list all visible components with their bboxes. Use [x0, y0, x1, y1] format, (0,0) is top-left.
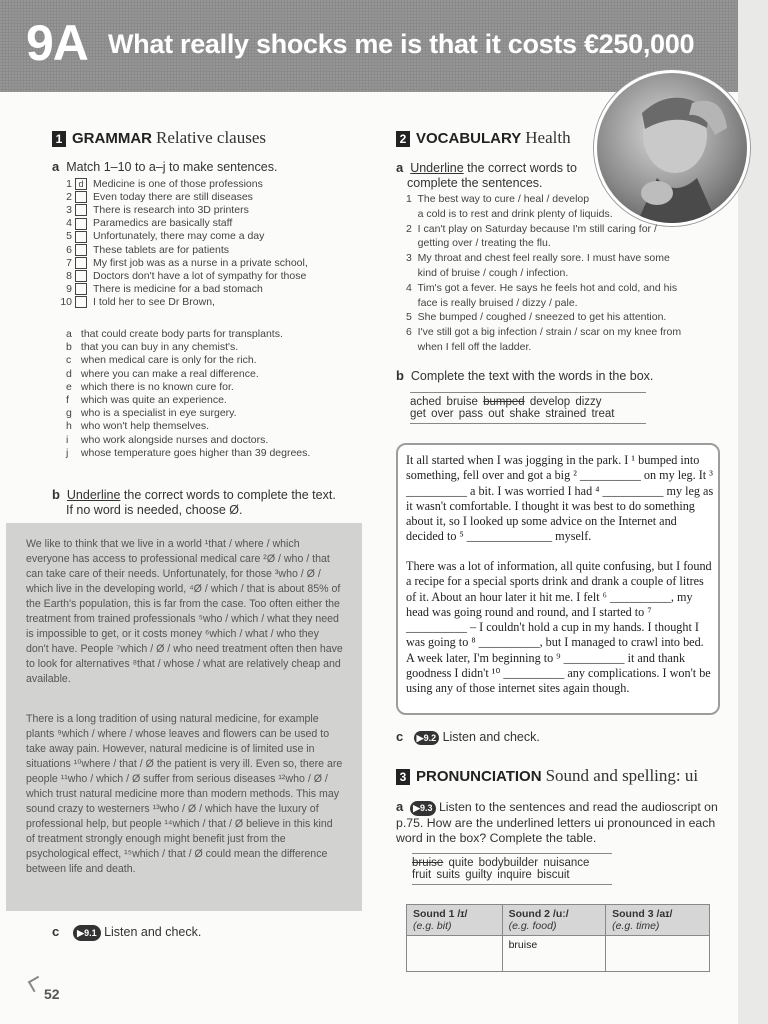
- instruction-text: Listen to the sentences and read the audioscript on p.75. How are the underlined letters ui pronounced in each word in the box? Complete the table.: [396, 800, 718, 845]
- ending-letter: e: [66, 380, 72, 393]
- instruction-keyword: Underline: [410, 161, 464, 175]
- answer-box[interactable]: [75, 270, 87, 282]
- table-header: [407, 905, 503, 936]
- section-number: 2: [396, 131, 410, 147]
- audio-track: 9.2: [423, 733, 437, 743]
- word-row: [410, 408, 646, 420]
- matching-item: [58, 270, 306, 283]
- answer-box[interactable]: [75, 231, 87, 243]
- ending-letter: f: [66, 394, 69, 406]
- answer-box[interactable]: [75, 244, 87, 256]
- ending-text: whose temperature goes higher than 39 degrees.: [78, 446, 311, 459]
- item-text: There is medicine for a bad stomach: [93, 282, 263, 295]
- vocabulary-line: when I fell off the ladder.: [406, 341, 532, 353]
- text-paragraph-1: We like to think that we live in a world ¹that / where / which everyone has access to professional medical care ²Ø / who / that can take care of their needs. Unfortunately, for those ³who / Ø / which live in the developing world, ⁴Ø / which / that is about 85% of the Earth's population, this is far from the case. Too often either the treatment from trained professionals ⁵who / which / what they need is impossible to get, or it costs money ⁶which / what / who they don't have. People ⁷which / Ø / who need treatment often then have to look for alternatives ⁸that / whose / what are relatively cheap and available.: [26, 538, 343, 685]
- matching-item: [58, 244, 229, 257]
- ending-letter: i: [66, 433, 69, 446]
- exercise-label: a: [52, 159, 60, 174]
- answer-box[interactable]: [75, 257, 87, 269]
- answer-box[interactable]: d: [75, 178, 87, 190]
- word-row: [412, 869, 612, 881]
- section-number: 1: [52, 131, 66, 147]
- ending-letter: j: [66, 446, 69, 459]
- matching-ending: [66, 420, 209, 433]
- item-text: My first job was as a nurse in a private school,: [93, 256, 308, 269]
- ending-letter: a: [66, 328, 72, 340]
- box-word: bruise: [446, 396, 478, 408]
- item-number: 10: [60, 295, 72, 308]
- page-number: 52: [44, 986, 60, 1002]
- box-word: bumped: [483, 396, 525, 408]
- ending-text: that could create body parts for transplants.: [78, 328, 283, 340]
- audio-icon[interactable]: ▶9.1: [73, 925, 100, 941]
- matching-ending: [66, 341, 238, 354]
- box-word: inquire: [497, 869, 532, 881]
- exercise-label: a: [396, 799, 404, 814]
- item-number: 4: [66, 217, 72, 230]
- ending-text: when medical care is only for the rich.: [78, 354, 257, 367]
- matching-ending: [66, 328, 283, 341]
- box-word: strained: [545, 408, 587, 420]
- item-text: Doctors don't have a lot of sympathy for those: [93, 269, 307, 282]
- vocabulary-word-box: [410, 392, 646, 424]
- vocabulary-line: 4 Tim's got a fever. He says he feels hot and cold, and his: [406, 281, 678, 294]
- matching-item: [58, 257, 308, 270]
- grammar-a-instruction: [52, 160, 277, 174]
- instruction-text: If no word is needed, choose Ø.: [66, 503, 243, 517]
- pronunciation-heading: [396, 766, 698, 786]
- item-text: Paramedics are basically staff: [93, 217, 233, 230]
- matching-item: [58, 217, 232, 230]
- item-number: 6: [66, 243, 72, 256]
- ending-text: who won't help themselves.: [78, 420, 209, 433]
- matching-item: [58, 296, 215, 309]
- ending-letter: b: [66, 341, 72, 354]
- item-text: Unfortunately, there may come a day: [93, 230, 265, 243]
- box-word: bodybuilder: [478, 857, 539, 869]
- instruction-text: Listen and check.: [104, 925, 202, 939]
- item-text: Even today there are still diseases: [93, 191, 253, 204]
- section-title: GRAMMAR: [72, 130, 152, 147]
- box-word: suits: [436, 869, 461, 881]
- pronunciation-a-instruction: [396, 799, 718, 846]
- vocabulary-line: 5 She bumped / coughed / sneezed to get his attention.: [406, 311, 667, 324]
- unit-title: What really shocks me is that it costs €250,000: [108, 29, 695, 59]
- instruction-text: the correct words to: [463, 161, 577, 175]
- ending-letter: d: [66, 367, 72, 380]
- section-subtitle: Health: [525, 128, 571, 147]
- unit-code: 9A: [26, 15, 88, 71]
- item-number: 7: [66, 256, 72, 269]
- matching-item: [58, 204, 249, 217]
- vocabulary-c-listen: [396, 730, 540, 745]
- vocabulary-line: 6 I've still got a big infection / strain / scar on my knee from: [406, 326, 682, 339]
- matching-item: [58, 230, 264, 243]
- header-example: (e.g. bit): [413, 920, 452, 932]
- vocabulary-line: face is really bruised / dizzy / pale.: [406, 296, 578, 309]
- matching-ending: [66, 434, 268, 447]
- box-word: shake: [509, 408, 541, 420]
- vocabulary-line: a cold is to rest and drink plenty of liquids.: [406, 207, 613, 220]
- gap-fill-text-box: [6, 523, 362, 911]
- item-text: These tablets are for patients: [93, 243, 229, 256]
- instruction-text: complete the sentences.: [407, 176, 543, 190]
- header-label: Sound 3 /aɪ/: [612, 908, 673, 920]
- matching-item: [58, 178, 263, 191]
- ending-text: who work alongside nurses and doctors.: [78, 433, 269, 446]
- item-number: 3: [66, 204, 72, 217]
- box-word: bruise: [412, 857, 444, 869]
- header-example: (e.g. food): [508, 920, 557, 932]
- table-cell[interactable]: bruise: [502, 936, 606, 972]
- matching-item: [58, 191, 253, 204]
- ending-letter: c: [66, 354, 72, 367]
- ending-letter: g: [66, 407, 72, 420]
- matching-ending: [66, 381, 234, 394]
- story-paragraph-1: It all started when I was jogging in the park. I ¹ bumped into something, fell over and got a big ² __________ on my leg. It ³ __________ a bit. I was worried I had ⁴ __________ my leg as it wasn't comfortable. I thought it was best to do something about it, so I looked up some advice on the Internet and decided to ⁵ ______________ myself.: [406, 453, 714, 544]
- vocabulary-line: 2 I can't play on Saturday because I'm still caring for /: [406, 222, 657, 235]
- item-number: 9: [66, 282, 72, 295]
- item-text: Medicine is one of those professions: [93, 178, 263, 190]
- box-word: quite: [448, 857, 474, 869]
- ending-text: where you can make a real difference.: [78, 367, 259, 380]
- audio-track: 9.3: [420, 803, 433, 813]
- ending-letter: h: [66, 420, 72, 433]
- answer-box[interactable]: [75, 204, 87, 216]
- exercise-label: c: [52, 924, 60, 939]
- matching-ending: [66, 407, 237, 420]
- section-number: 3: [396, 769, 410, 785]
- item-number: 8: [66, 269, 72, 282]
- header-label: Sound 1 /ɪ/: [413, 908, 468, 920]
- box-word: nuisance: [543, 857, 590, 869]
- instruction-text: the correct words to complete the text.: [120, 488, 336, 502]
- instruction-text: Listen and check.: [442, 730, 540, 744]
- vocabulary-line: kind of bruise / cough / infection.: [406, 267, 569, 279]
- word-row: [410, 396, 646, 408]
- sick-man-photo: [594, 70, 750, 226]
- item-number: 2: [66, 191, 72, 204]
- answer-box[interactable]: [75, 218, 87, 230]
- story-paragraph-2: There was a lot of information, all quite confusing, but I found a recipe for a special sports drink and drank a couple of litres of it. About an hour later it hit me. I felt ⁶ __________, my head was going round and round, and I started to ⁷ __________ – I couldn't hold a cup in my hands. I thought I was going to ⁸ __________, but I managed to crawl into bed. A week later, I'm beginning to ⁹ __________ it and thank goodness I didn't ¹⁰ __________ any complications. I won't be using any of those internet sites again though.: [406, 559, 712, 696]
- box-word: biscuit: [537, 869, 570, 881]
- matching-ending: [66, 368, 259, 381]
- vocabulary-line: getting over / treating the flu.: [406, 237, 551, 250]
- box-word: dizzy: [575, 396, 602, 408]
- box-word: guilty: [465, 869, 493, 881]
- answer-box[interactable]: [75, 191, 87, 203]
- instruction-keyword: Underline: [66, 488, 121, 502]
- answer-box[interactable]: [75, 296, 87, 308]
- box-word: ached: [410, 396, 442, 408]
- section-subtitle: Relative clauses: [156, 128, 266, 147]
- item-number: 1: [66, 178, 72, 190]
- table-header: [502, 905, 606, 936]
- ending-text: which was quite an experience.: [78, 394, 227, 406]
- exercise-label: b: [52, 487, 60, 502]
- vocabulary-a-instruction: [396, 160, 577, 191]
- instruction-text: Match 1–10 to a–j to make sentences.: [66, 160, 278, 174]
- word-row: [412, 857, 612, 869]
- matching-ending: [66, 354, 257, 367]
- audio-icon[interactable]: ▶9.2: [414, 731, 439, 745]
- box-word: treat: [591, 408, 615, 420]
- exercise-label: c: [396, 729, 404, 744]
- box-word: pass out: [458, 408, 505, 420]
- audio-icon[interactable]: ▶9.3: [410, 801, 435, 816]
- section-title: PRONUNCIATION: [416, 768, 542, 785]
- instruction-text: Complete the text with the words in the box.: [410, 369, 654, 383]
- ending-text: who is a specialist in eye surgery.: [78, 407, 237, 420]
- audio-track: 9.1: [84, 928, 97, 938]
- box-word: get over: [410, 408, 454, 420]
- matching-ending: [66, 394, 227, 407]
- vocabulary-heading: [396, 128, 571, 148]
- item-text: There is research into 3D printers: [93, 204, 249, 217]
- header-label: Sound 2 /uː/: [508, 908, 569, 920]
- exercise-label: a: [396, 160, 404, 175]
- section-subtitle: Sound and spelling: ui: [545, 766, 699, 785]
- matching-item: [58, 283, 263, 296]
- table-cell[interactable]: [606, 936, 710, 972]
- pronunciation-word-box: [412, 853, 612, 885]
- header-example: (e.g. time): [612, 920, 660, 932]
- item-number: 5: [66, 230, 72, 243]
- text-paragraph-2: There is a long tradition of using natural medicine, for example plants ⁹which / where / whose leaves and flowers can be used to take away pain. However, natural medicine is of limited use in situations ¹⁰where / that / Ø the patient is very ill. Even so, there are people ¹¹who / which / Ø suffer from serious diseases ¹²who / Ø / which trust natural medicine more than modern methods. This may sound crazy to westerners ¹³who / Ø / which have the luxury of professional help, but people ¹⁴which / that / Ø believe in this kind of treatment strongly enough might benefit just from the psychological effect, ¹⁵which / that / Ø could mean the difference between life and death.: [26, 713, 343, 875]
- ending-text: which there is no known cure for.: [78, 380, 234, 393]
- vocabulary-b-instruction: [396, 369, 653, 383]
- matching-ending: [66, 447, 310, 460]
- item-text: I told her to see Dr Brown,: [93, 295, 215, 308]
- answer-box[interactable]: [75, 283, 87, 295]
- table-cell[interactable]: [407, 936, 503, 972]
- sound-table: [406, 904, 710, 972]
- story-text-box: [396, 443, 720, 715]
- exercise-label: b: [396, 368, 404, 383]
- table-header: [606, 905, 710, 936]
- section-title: VOCABULARY: [416, 130, 522, 147]
- page-corner-mark: [28, 976, 44, 992]
- vocabulary-line: 3 My throat and chest feel really sore. I must have some: [406, 252, 670, 265]
- grammar-c-listen: [52, 925, 201, 941]
- box-word: fruit: [412, 869, 432, 881]
- box-word: develop: [529, 396, 571, 408]
- grammar-b-instruction: [52, 487, 336, 518]
- ending-text: that you can buy in any chemist's.: [78, 341, 239, 354]
- vocabulary-line: 1 The best way to cure / heal / develop: [406, 193, 590, 205]
- grammar-heading: [52, 128, 266, 148]
